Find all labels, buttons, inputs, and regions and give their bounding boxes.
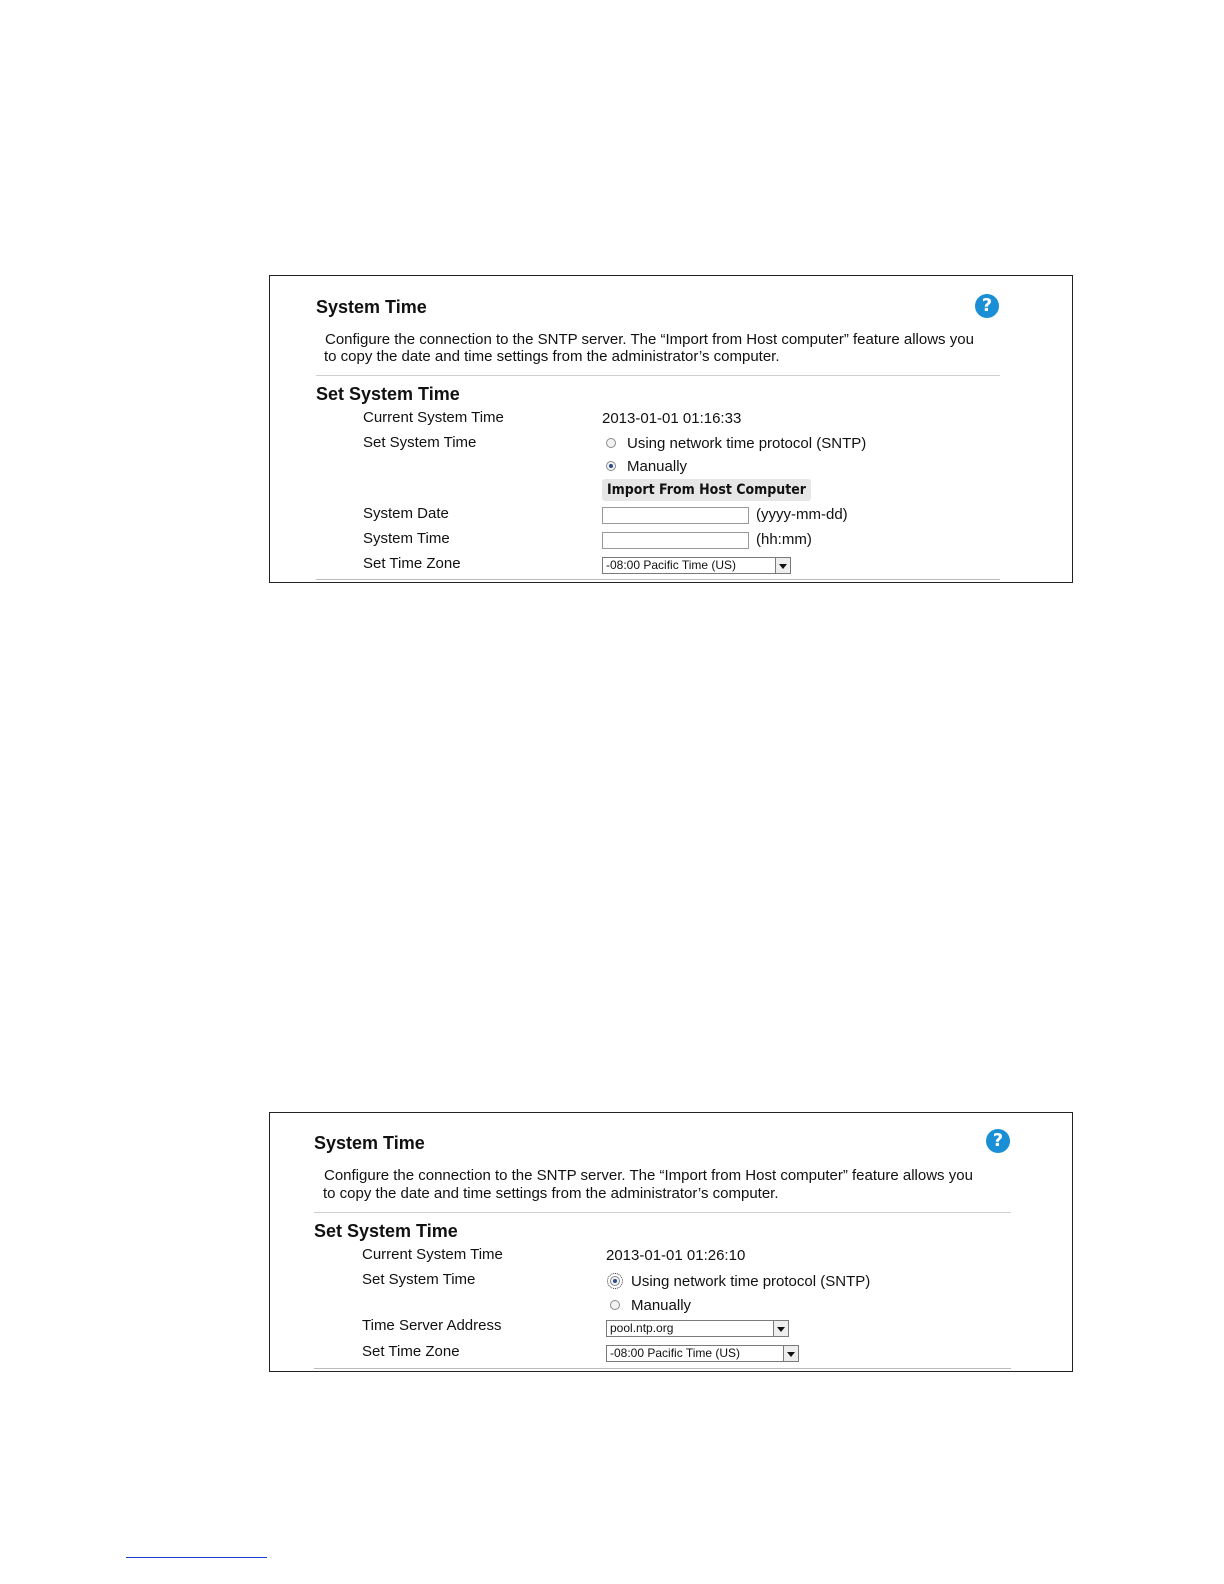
question-icon[interactable]: ? <box>986 1129 1010 1153</box>
description-line-2: to copy the date and time settings from the administrator’s computer. <box>323 1185 779 1202</box>
time-server-selected-value: pool.ntp.org <box>610 1321 674 1335</box>
system-time-label: System Time <box>363 530 450 547</box>
timezone-label: Set Time Zone <box>363 555 461 572</box>
system-time-input[interactable] <box>602 532 749 549</box>
question-icon[interactable]: ? <box>975 294 999 318</box>
current-time-label: Current System Time <box>362 1246 503 1263</box>
manual-option-label[interactable]: Manually <box>631 1297 692 1314</box>
system-time-hint: (hh:mm) <box>756 531 812 548</box>
divider-bottom <box>314 1368 1011 1369</box>
footnote-rule <box>126 1557 267 1558</box>
divider <box>316 375 1000 376</box>
sntp-option-label[interactable]: Using network time protocol (SNTP) <box>627 435 867 452</box>
timezone-select[interactable] <box>602 557 791 574</box>
manual-radio[interactable] <box>610 1300 620 1310</box>
sntp-radio[interactable] <box>606 438 616 448</box>
panel-title: System Time <box>316 297 427 317</box>
current-time-label: Current System Time <box>363 409 504 426</box>
current-time-value: 2013-01-01 01:26:10 <box>606 1247 746 1264</box>
system-time-panel-manual <box>269 275 1073 583</box>
time-server-label: Time Server Address <box>362 1317 502 1334</box>
description-line-1: Configure the connection to the SNTP server. The “Import from Host computer” feature allows you <box>325 331 974 348</box>
sntp-option-label[interactable]: Using network time protocol (SNTP) <box>631 1273 871 1290</box>
chevron-down-icon[interactable] <box>775 558 790 573</box>
section-title: Set System Time <box>316 384 460 404</box>
section-title: Set System Time <box>314 1221 458 1241</box>
panel-title: System Time <box>314 1133 425 1153</box>
set-time-label: Set System Time <box>362 1271 476 1288</box>
description-line-1: Configure the connection to the SNTP server. The “Import from Host computer” feature allows you <box>324 1167 973 1184</box>
manual-option-label[interactable]: Manually <box>627 458 688 475</box>
timezone-selected-value: -08:00 Pacific Time (US) <box>610 1346 741 1360</box>
divider-bottom <box>316 579 1000 580</box>
manual-radio[interactable] <box>606 461 616 471</box>
system-date-input[interactable] <box>602 507 749 524</box>
system-date-label: System Date <box>363 505 449 522</box>
timezone-label: Set Time Zone <box>362 1343 460 1360</box>
system-date-hint: (yyyy-mm-dd) <box>756 506 848 523</box>
timezone-selected-value: -08:00 Pacific Time (US) <box>606 558 737 572</box>
system-time-panel-sntp <box>269 1112 1073 1372</box>
chevron-down-icon[interactable] <box>783 1346 798 1361</box>
chevron-down-icon[interactable] <box>773 1321 788 1336</box>
import-from-host-button[interactable]: Import From Host Computer <box>602 479 811 501</box>
current-time-value: 2013-01-01 01:16:33 <box>602 410 742 427</box>
description-line-2: to copy the date and time settings from the administrator’s computer. <box>324 348 780 365</box>
divider <box>314 1212 1011 1213</box>
set-time-label: Set System Time <box>363 434 477 451</box>
sntp-radio[interactable] <box>610 1276 620 1286</box>
time-server-select[interactable] <box>606 1320 789 1337</box>
timezone-select[interactable] <box>606 1345 799 1362</box>
